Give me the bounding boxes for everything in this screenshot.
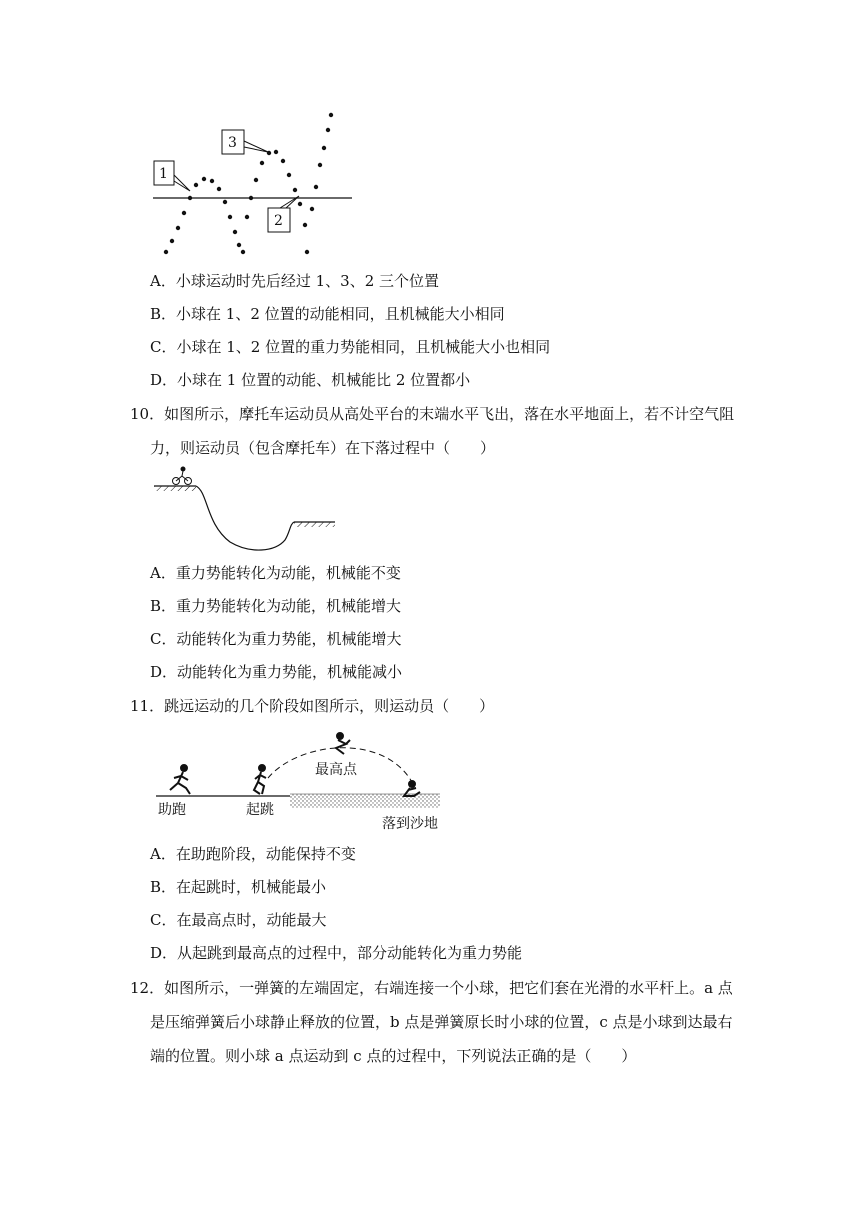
q11-option-c: C．在最高点时，动能最大 [150,911,327,929]
q10-option-c: C．动能转化为重力势能，机械能增大 [150,630,402,648]
peak-athlete-icon [336,733,350,754]
q12-stem-line1: 12．如图所示，一弹簧的左端固定，右端连接一个小球，把它们套在光滑的水平杆上。a 点 [130,979,733,997]
q12-stem-line2: 是压缩弹簧后小球静止释放的位置，b 点是弹簧原长时小球的位置，c 点是小球到达最右 [150,1013,733,1031]
runner-icon [170,765,190,794]
motorcycle-figure [150,462,340,554]
q9-option-b: B．小球在 1、2 位置的动能相同，且机械能大小相同 [150,305,505,323]
q12-stem-line3: 端的位置。则小球 a 点运动到 c 点的过程中，下列说法正确的是（ ） [150,1047,637,1065]
label-run: 助跑 [158,802,186,818]
q11-stem: 11．跳远运动的几个阶段如图所示，则运动员（ ） [130,697,495,715]
label-box-3 [222,130,268,154]
motorcycle-icon [173,467,192,485]
q11-option-b: B．在起跳时，机械能最小 [150,878,327,896]
label-box-2 [268,196,299,232]
q9-option-a: A．小球运动时先后经过 1、3、2 三个位置 [150,272,440,290]
label-1: 1 [159,166,168,182]
label-3: 3 [228,135,237,151]
q10-option-a: A．重力势能转化为动能，机械能不变 [150,564,401,582]
takeoff-athlete-icon [254,765,266,794]
label-landing: 落到沙地 [382,816,438,832]
q11-option-a: A．在助跑阶段，动能保持不变 [150,845,356,863]
q11-option-d: D．从起跳到最高点的过程中，部分动能转化为重力势能 [150,944,523,962]
label-box-1 [154,161,190,191]
q9-option-c: C．小球在 1、2 位置的重力势能相同，且机械能大小也相同 [150,338,551,356]
q10-stem-line2: 力，则运动员（包含摩托车）在下落过程中（ ） [150,439,496,457]
label-peak: 最高点 [315,762,357,778]
q10-option-d: D．动能转化为重力势能，机械能减小 [150,663,403,681]
long-jump-figure [150,728,450,832]
label-2: 2 [274,213,283,229]
label-takeoff: 起跳 [246,802,274,818]
q10-option-b: B．重力势能转化为动能，机械能增大 [150,597,402,615]
bouncing-ball-figure [150,105,360,257]
q10-stem-line1: 10．如图所示，摩托车运动员从高处平台的末端水平飞出，落在水平地面上，若不计空气阻 [130,405,735,423]
ball-trajectory-dots [164,113,333,254]
q9-option-d: D．小球在 1 位置的动能、机械能比 2 位置都小 [150,371,471,389]
